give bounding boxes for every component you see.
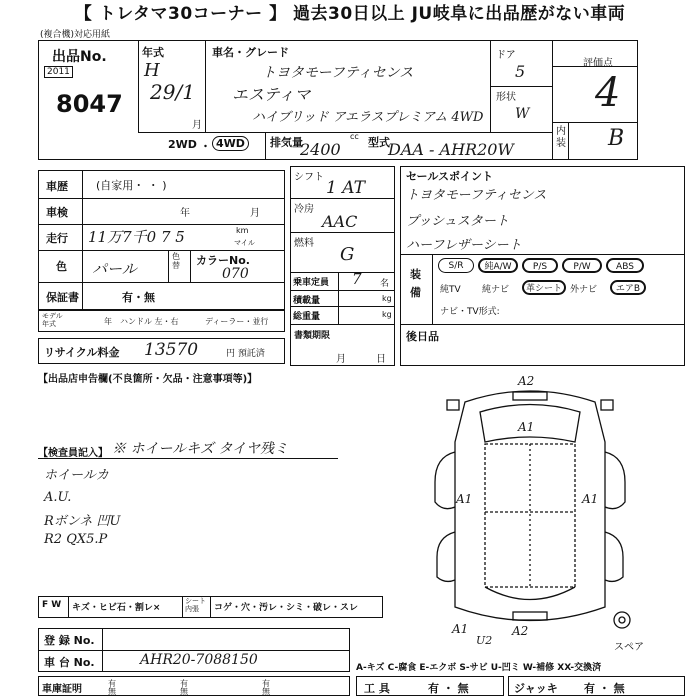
jack-label: ジャッキ xyxy=(514,682,558,695)
ac-value: AAC xyxy=(322,212,358,231)
inspection-label: 車検 xyxy=(46,206,68,219)
inspector-comment: ※ ホイールキズ タイヤ残ミ xyxy=(112,441,289,457)
docs-label: 書類期限 xyxy=(294,331,331,341)
garage-cert-no-2: 無 xyxy=(180,687,188,696)
weight-label: 総重量 xyxy=(293,312,321,322)
score-value: 4 xyxy=(595,70,621,116)
sales-point-1: トヨタモーフティセンス xyxy=(406,188,547,203)
chassis-label: 車 台 No. xyxy=(44,656,95,669)
lot-year-tag: 2011 xyxy=(44,66,73,78)
capacity-unit: 名 xyxy=(380,279,390,289)
score-label: 評価点 xyxy=(583,58,613,69)
drive-2wd: 2WD xyxy=(168,138,197,151)
equip-genuine-navi: 純ナビ xyxy=(482,285,510,295)
type-label: 型式 xyxy=(368,136,390,149)
tools-options: 有 ・ 無 xyxy=(428,682,469,695)
chassis-value: AHR20-7088150 xyxy=(140,652,258,668)
mileage-unit-km: km xyxy=(236,226,249,235)
weight-unit: kg xyxy=(382,310,392,319)
fuel-value: G xyxy=(340,244,355,265)
lot-label: 出品No. xyxy=(52,49,107,65)
warranty-options: 有・無 xyxy=(122,291,155,304)
year-label: 年式 xyxy=(142,46,164,59)
name-grade-label: 車名・グレード xyxy=(212,46,289,59)
spare-label: スペア xyxy=(614,642,644,653)
displacement-value: 2400 xyxy=(300,140,341,159)
color-label: 色 xyxy=(56,260,67,273)
note-line-3: Rボンネ 凹U xyxy=(44,514,121,529)
mark-front-bumper: A2 xyxy=(518,374,535,388)
jack-options: 有 ・ 無 xyxy=(584,682,625,695)
equip-leather-seat: 革シート xyxy=(522,280,566,295)
note-line-4: R2 QX5.P xyxy=(44,532,108,547)
history-value: (自家用・ ・ ) xyxy=(96,179,167,192)
sales-point-3: ハーフレザーシート xyxy=(406,238,522,253)
garage-cert-no-3: 無 xyxy=(262,687,270,696)
shift-label: シフト xyxy=(294,172,324,183)
color-no-label: カラーNo. xyxy=(196,254,250,267)
fuel-label: 燃料 xyxy=(294,238,314,249)
year-era: H xyxy=(144,60,160,81)
equip-power-window: P/W xyxy=(562,258,602,273)
garage-cert-yes-2: 有 xyxy=(180,679,188,688)
type-value: DAA - AHR20W xyxy=(388,140,514,159)
fw-items: キズ・ヒビ石・割レ× xyxy=(72,603,161,613)
docs-day: 日 xyxy=(376,354,386,365)
mileage-unit-mile: マイル xyxy=(234,239,255,247)
displacement-label: 排気量 xyxy=(270,136,303,149)
model-year-label: モデル年式 xyxy=(42,312,63,328)
mark-rear-bumper: A2 xyxy=(512,624,529,638)
seller-notes-label: 【出品店申告欄(不良箇所・欠品・注意事項等)】 xyxy=(38,374,258,385)
shift-value: 1 AT xyxy=(326,178,365,198)
handle-options: ハンドル 左・右 xyxy=(120,317,179,326)
equip-genuine-aw: 純A/W xyxy=(478,258,518,273)
sheet-items: コゲ・穴・汚レ・シミ・破レ・スレ xyxy=(214,603,359,613)
inspector-label: 【検査員記入】 xyxy=(38,448,108,459)
drive-4wd: 4WD xyxy=(212,136,249,151)
mark-rear-left: A1 xyxy=(452,622,469,636)
door-value: 5 xyxy=(515,62,526,81)
equip-sunroof: S/R xyxy=(438,258,474,273)
recycle-value: 13570 xyxy=(144,340,199,360)
lot-number: 8047 xyxy=(56,90,123,118)
mark-right-door: A1 xyxy=(582,492,599,506)
damage-code-legend: A-キズ C-腐食 E-エクボ S-サビ U-凹ミ W-補修 XX-交換済 xyxy=(356,663,602,673)
equip-aftermarket-navi: 外ナビ xyxy=(570,285,598,295)
capacity-label: 乗車定員 xyxy=(293,278,330,288)
dealer-name: トヨタモーフティセンス xyxy=(262,65,414,81)
capacity-value: 7 xyxy=(352,270,362,288)
equipment-label: 装備 xyxy=(410,268,421,299)
interior-value: B xyxy=(608,126,625,151)
note-line-2: A.U. xyxy=(44,490,72,505)
recycle-label: リサイクル料金 xyxy=(44,346,120,359)
interior-label: 内装 xyxy=(556,126,566,149)
sheet-label: シート内張 xyxy=(185,597,206,613)
color-no-value: 070 xyxy=(222,266,249,282)
garage-cert-yes-3: 有 xyxy=(262,679,270,688)
model-year-unit: 年 xyxy=(104,317,112,326)
docs-month: 月 xyxy=(336,354,346,365)
model-name: エスティマ xyxy=(232,85,311,104)
mileage-label: 走行 xyxy=(46,232,68,245)
color-sub-label: 色替 xyxy=(172,252,180,270)
car-damage-diagram xyxy=(425,372,635,652)
load-unit: kg xyxy=(382,294,392,303)
year-month-suffix: 月 xyxy=(192,120,202,131)
ac-label: 冷房 xyxy=(294,204,314,215)
garage-cert-no: 無 xyxy=(108,687,116,696)
garage-cert-label: 車庫証明 xyxy=(42,684,82,695)
equip-abs: ABS xyxy=(606,258,644,273)
equip-genuine-tv: 純TV xyxy=(440,285,461,295)
note-line-1: ホイールカ xyxy=(44,468,109,483)
sales-point-2: プッシュスタート xyxy=(406,214,509,229)
grade-name: ハイブリッド アエラスプレミアム 4WD xyxy=(252,110,484,125)
garage-cert-yes: 有 xyxy=(108,679,116,688)
mark-hood: A1 xyxy=(518,420,535,434)
mileage-value: 11万7千0 7 5 xyxy=(88,228,185,246)
fw-label: F W xyxy=(42,600,62,610)
sales-points-label: セールスポイント xyxy=(406,170,494,183)
year-value: 29/1 xyxy=(150,80,195,104)
displacement-unit: cc xyxy=(350,132,359,141)
aftermarket-label: 後日品 xyxy=(406,330,439,343)
footer-row xyxy=(38,676,350,696)
recycle-unit: 円 預託済 xyxy=(226,349,265,359)
shape-value: W xyxy=(515,106,530,122)
warranty-label: 保証書 xyxy=(46,291,79,304)
color-value: パール xyxy=(92,260,137,278)
equip-navi-tv-type: ナビ・TV形式: xyxy=(440,307,500,317)
equip-power-steering: P/S xyxy=(522,258,558,273)
sheet-note: (複合機)対応用紙 xyxy=(40,30,111,40)
reg-label: 登 録 No. xyxy=(44,634,95,647)
mark-left-door: A1 xyxy=(456,492,473,506)
load-label: 積載量 xyxy=(293,296,321,306)
page-title: 【 トレタマ30コーナー 】 過去30日以上 JU岐阜に出品歴がない車両 xyxy=(74,4,626,24)
shape-label: 形状 xyxy=(496,92,516,103)
dealer-options: ディーラー・並行 xyxy=(205,317,269,326)
mark-rear-dent: U2 xyxy=(476,634,493,647)
tools-label: 工 具 xyxy=(364,682,390,695)
history-label: 車歴 xyxy=(46,180,68,193)
equip-airbag: エアB xyxy=(610,280,646,295)
door-label: ドア xyxy=(496,50,516,61)
inspection-year-unit: 年 xyxy=(180,208,190,219)
inspection-month-unit: 月 xyxy=(250,208,260,219)
